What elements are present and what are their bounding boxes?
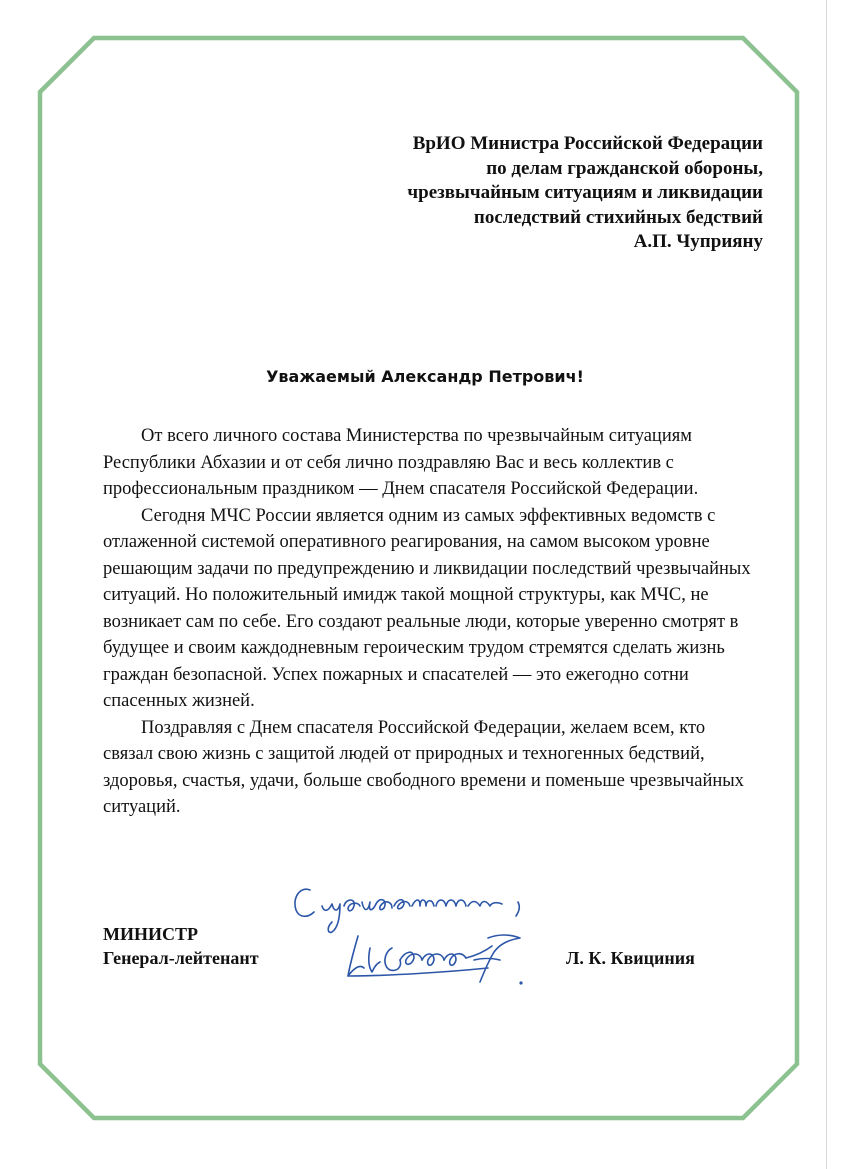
body-line: отлаженной системой оперативного реагирования, на самом высоком уровне (103, 532, 710, 552)
body-line: граждан безопасной. Успех пожарных и спасателей — это ежегодно сотни (103, 664, 689, 685)
body-line: Поздравляя с Днем спасателя Российской Федерации, желаем всем, кто (141, 717, 706, 738)
body-line: здоровья, счастья, удачи, больше свободного времени и поменьше чрезвычайных (103, 770, 744, 791)
letter-body (103, 423, 763, 821)
addressee-name: А.П. Чуприяну (633, 231, 763, 252)
salutation: Уважаемый Александр Петрович! (266, 367, 584, 386)
body-line: ситуаций. Но положительный имидж такой мощной структуры, как МЧС, не (103, 585, 709, 605)
signer-name: Л. К. Квициния (566, 948, 695, 968)
body-line: возникает сам по себе. Его создают реальные люди, которые уверенно смотрят в (103, 611, 739, 632)
body-line: решающим задачи по предупреждению и ликвидации последствий чрезвычайных (103, 558, 751, 579)
body-line: связал свою жизнь с защитой людей от природных и техногенных бедствий, (103, 744, 705, 764)
addressee-line-2: по делам гражданской обороны, (486, 157, 763, 179)
signer-title-block (103, 922, 259, 970)
body-line: ситуаций. (103, 797, 181, 817)
body-line: Сегодня МЧС России является одним из самых эффективных ведомств с (141, 505, 716, 526)
body-line: Республики Абхазии и от себя лично поздравляю Вас и весь коллектив с (103, 452, 674, 473)
body-line: профессиональным праздником — Днем спасателя Российской Федерации. (103, 479, 699, 499)
body-line: будущее и своим каждодневным героическим трудом стремятся сделать жизнь (103, 638, 725, 658)
addressee-block (243, 132, 763, 255)
handwritten-signature (288, 872, 558, 992)
addressee-line-3: чрезвычайным ситуациям и ликвидации (407, 182, 763, 203)
signer-rank: Генерал-лейтенант (103, 948, 259, 968)
body-line: От всего личного состава Министерства по чрезвычайным ситуациям (141, 426, 692, 446)
body-line: спасенных жизней. (103, 691, 255, 711)
addressee-line-4: последствий стихийных бедствий (473, 206, 763, 228)
addressee-line-1: ВрИО Министра Российской Федерации (412, 133, 763, 154)
signer-position: МИНИСТР (103, 924, 198, 944)
